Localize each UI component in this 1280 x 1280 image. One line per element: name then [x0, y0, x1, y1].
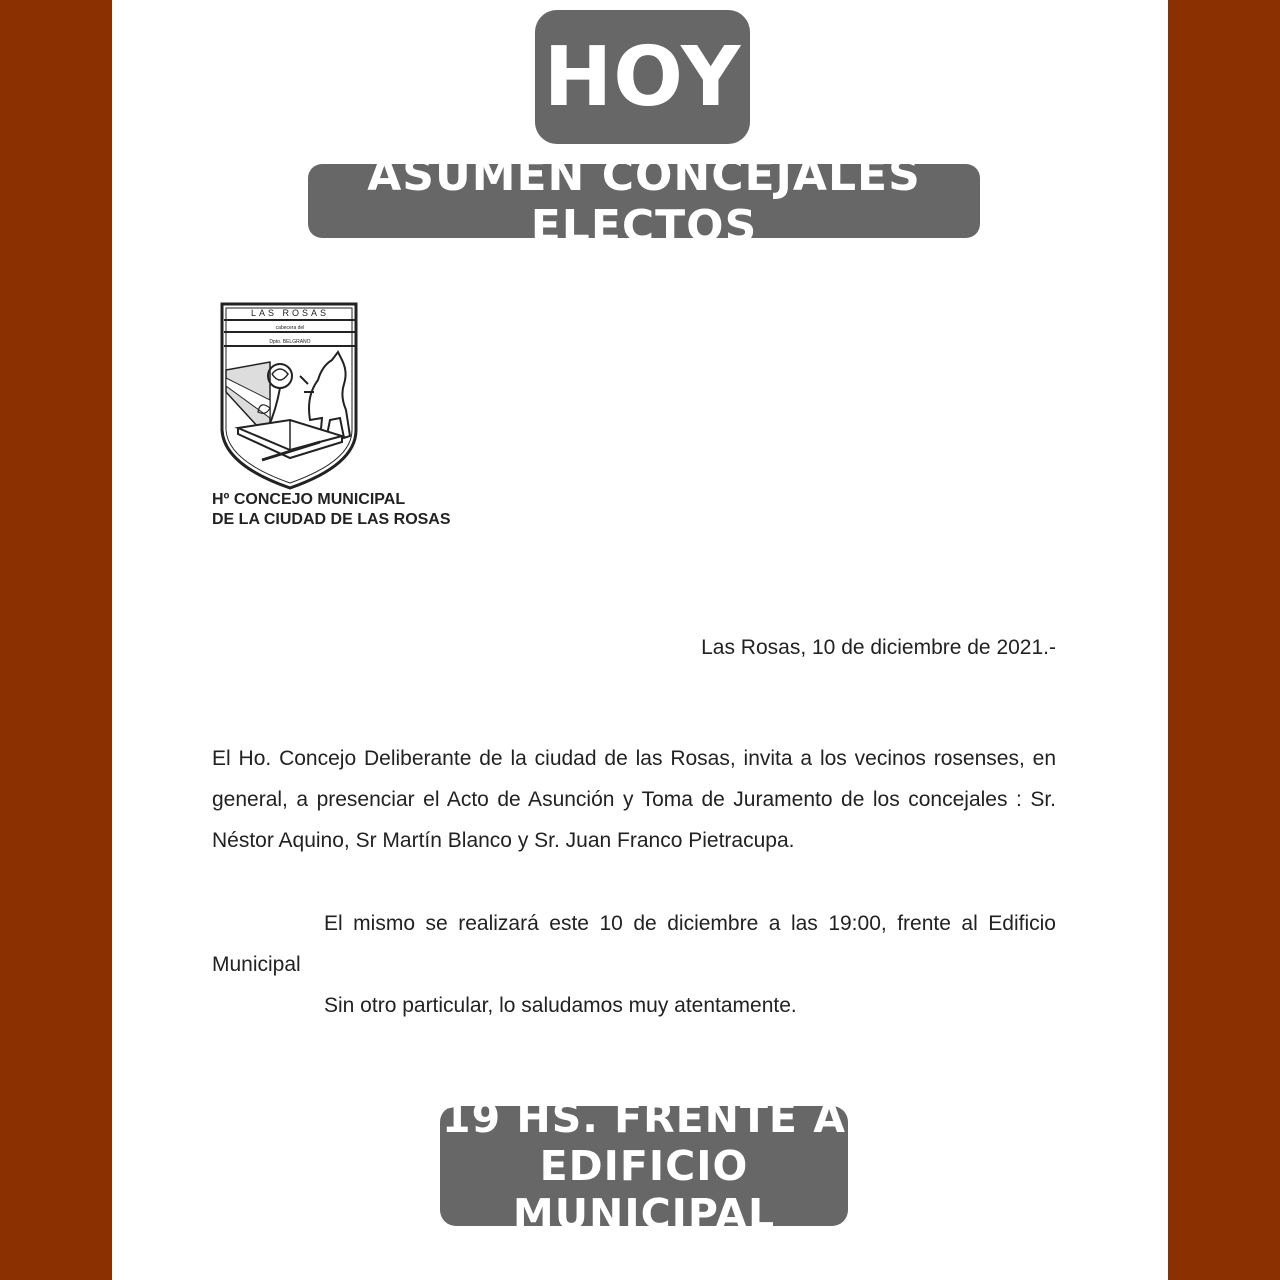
institution-name: [212, 490, 451, 530]
institution-line-1: Hº CONCEJO MUNICIPAL: [212, 491, 406, 508]
crest-line3: Dpto. BELGRANO: [269, 339, 311, 345]
letter-paragraph-1: El Ho. Concejo Deliberante de la ciudad de las Rosas, invita a los vecinos rosenses, en general, a presenciar el Acto de Asunción y Toma de Juramento de los concejales : Sr. Néstor Aquino, Sr Martín Blanco y Sr. Juan Franco Pietracupa.: [212, 747, 1056, 852]
institution-line-2: DE LA CIUDAD DE LAS ROSAS: [212, 511, 451, 528]
time-location-line-1: 19 HS. FRENTE A: [442, 1094, 846, 1142]
headline-text: ASUMEN CONCEJALES ELECTOS: [367, 150, 921, 252]
headline-banner: [308, 150, 980, 252]
today-banner: [535, 10, 750, 144]
city-crest-logo: [210, 300, 370, 490]
time-location-line-2: EDIFICIO MUNICIPAL: [512, 1142, 776, 1238]
time-location-banner: [440, 1094, 848, 1238]
letter-paragraph-2: El mismo se realizará este 10 de diciembre a las 19:00, frente al Edificio Municipal: [212, 912, 1056, 976]
today-text: HOY: [543, 29, 742, 125]
crest-line2: cabecera del: [275, 325, 305, 331]
letter-closing: Sin otro particular, lo saludamos muy atentamente.: [324, 994, 797, 1017]
letter-date: Las Rosas, 10 de diciembre de 2021.-: [701, 636, 1056, 659]
crest-city: LAS ROSAS: [250, 308, 330, 318]
